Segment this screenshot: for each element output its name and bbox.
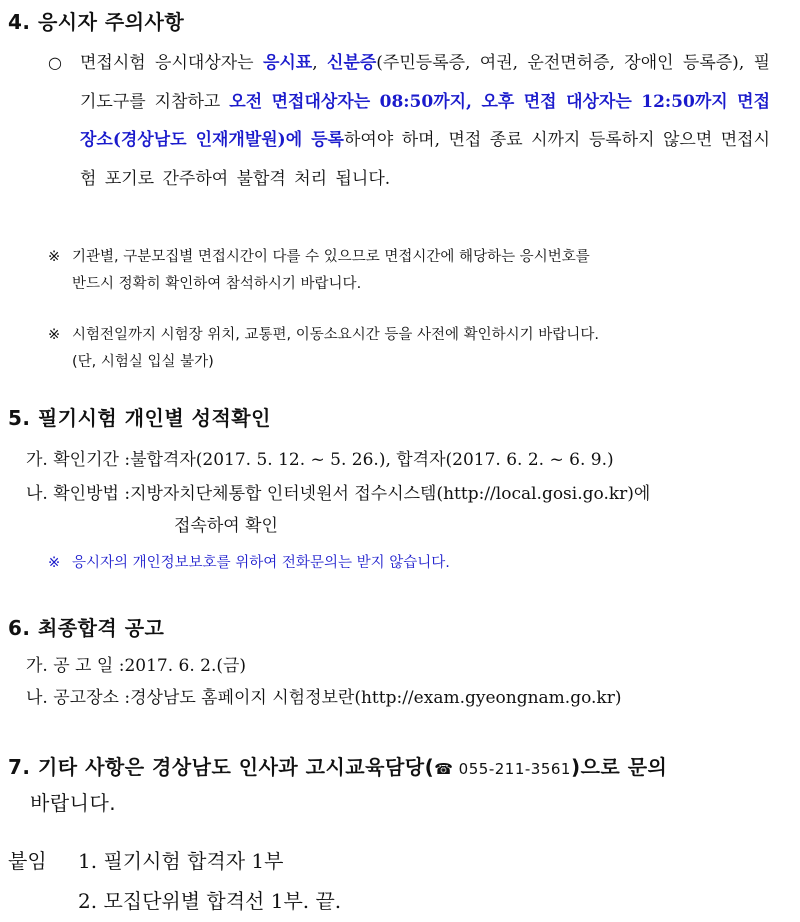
online-system-link-text: 지방자치단체통합 인터넷원서 접수시스템(http://local.gosi.go.kr)에 — [130, 484, 651, 504]
bullet-circle: ○ — [48, 53, 62, 72]
note-mark: ※ — [48, 327, 61, 343]
highlight-admission-ticket: 응시표 — [262, 53, 313, 73]
phone-number: ☎ 055-211-3561 — [434, 760, 571, 778]
section-4-title: 4. 응시자 주의사항 — [8, 10, 185, 34]
section-7-contact: 7. 기타 사항은 경상남도 인사과 고시교육담당(☎ 055-211-3561)으로 문의 바랍니다. — [8, 755, 668, 815]
exam-info-link-text: 경상남도 홈페이지 시험정보란(http://exam.gyeongnam.go.kr) — [130, 688, 622, 708]
section-5-privacy-note: ※ 응시자의 개인정보보호를 위하여 전화문의는 받지 않습니다. — [48, 555, 450, 571]
section-5-item-a: 가. 확인기간 :불합격자(2017. 5. 12. ~ 5. 26.), 합격자(2017. 6. 2. ~ 6. 9.) — [26, 450, 614, 470]
attachment-item-1: 붙임 1. 필기시험 합격자 1부 — [8, 840, 768, 882]
section-6-item-a: 가. 공 고 일 :2017. 6. 2.(금) — [26, 656, 247, 676]
note-mark: ※ — [48, 249, 61, 265]
section-6-item-b: 나. 공고장소 :경상남도 홈페이지 시험정보란(http://exam.gyeongnam.go.kr) — [26, 688, 622, 708]
attachment-item-2: 2. 모집단위별 합격선 1부. 끝. — [78, 889, 342, 913]
highlight-id-card: 신분증 — [327, 53, 377, 73]
highlight-registration-time: 오전 면접대상자는 08:50까지, 오후 면접 대상자는 12:50까지 면접장소(경상남도 인재개발원)에 등록 — [80, 91, 770, 150]
section-5-title: 5. 필기시험 개인별 성적확인 — [8, 406, 271, 430]
section-4-paragraph: 면접시험 응시대상자는 응시표, 신분증(주민등록증, 여권, 운전면허증, 장애인 등록증), 필기도구를 지참하고 오전 면접대상자는 08:50까지, 오후 면접 대상자는 12:50까지 면접장소(경상남도 인재개발원)에 등록하여야 하며, 면접 종료 시까지 등록하지 않으면 면접시험 포기로 간주하여 불합격 처리 됩니다. — [80, 53, 771, 189]
section-4-note-2: ※ 시험전일까지 시험장 위치, 교통편, 이동소요시간 등을 사전에 확인하시기 바랍니다. (단, 시험실 입실 불가) — [48, 322, 768, 376]
section-6-title: 6. 최종합격 공고 — [8, 616, 165, 640]
section-4-note-1: ※ 기관별, 구분모집별 면접시간이 다를 수 있으므로 면접시간에 해당하는 응시번호를 반드시 정확히 확인하여 참석하시기 바랍니다. — [48, 244, 768, 298]
attachment-label: 붙임 — [8, 849, 47, 873]
section-5-item-b: 나. 확인방법 :지방자치단체통합 인터넷원서 접수시스템(http://local.gosi.go.kr)에 접속하여 확인 — [26, 484, 651, 536]
